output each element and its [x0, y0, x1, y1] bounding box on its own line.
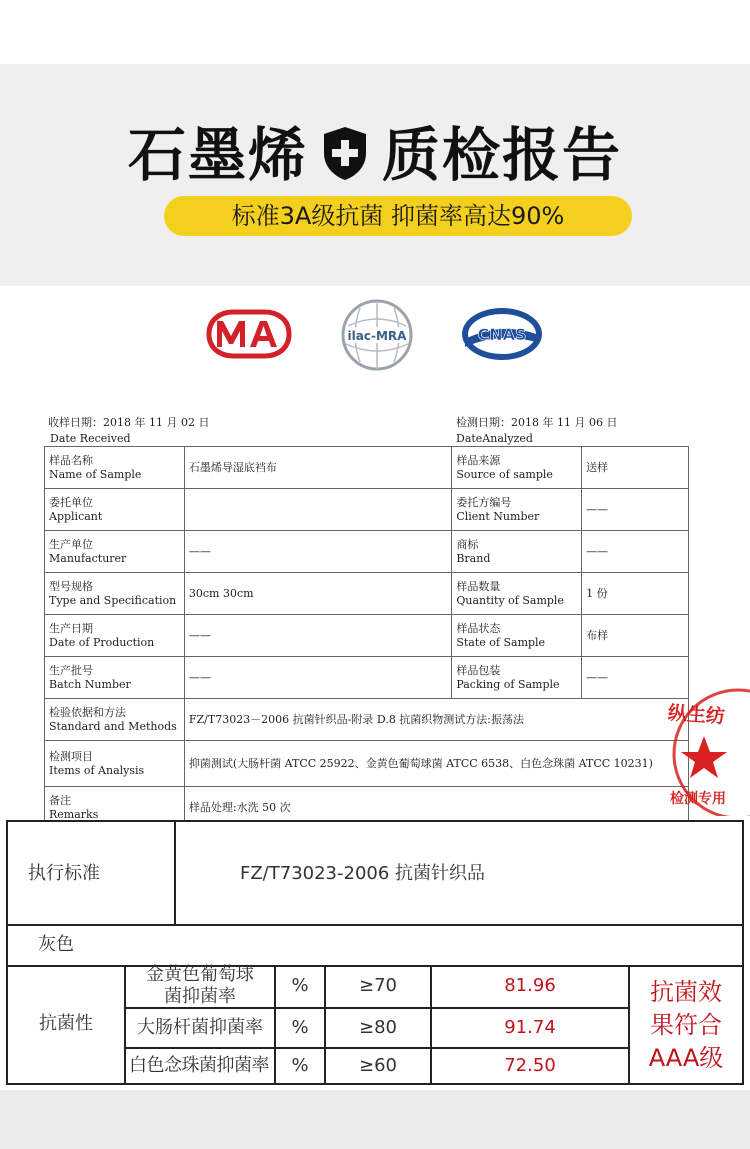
- table-row: [45, 447, 689, 489]
- divider: [174, 822, 176, 924]
- row-unit: %: [291, 1055, 309, 1076]
- label-en: Items of Analysis: [49, 763, 145, 777]
- label-cn: 生产单位: [49, 537, 93, 551]
- label-cn: 样品数量: [456, 579, 501, 593]
- row-name: 大肠杆菌抑菌率: [137, 1017, 263, 1038]
- date-received-en: Date Received: [50, 432, 131, 445]
- scanned-report: [44, 410, 704, 822]
- date-analyzed-en: DateAnalyzed: [456, 432, 533, 445]
- remarks-value: 样品处理:水洗 50 次: [184, 787, 688, 829]
- value: 30cm 30cm: [184, 573, 451, 615]
- cnas-logo: [459, 305, 545, 363]
- row-requirement: ≥80: [359, 1017, 397, 1038]
- label-en: State of Sample: [456, 635, 546, 649]
- svg-text:CNAS: CNAS: [477, 325, 527, 344]
- standard-value: FZ/T73023-2006 抗菌针织品: [240, 863, 486, 884]
- ilac-mra-logo: [340, 298, 414, 372]
- label-cn: 生产批号: [49, 663, 93, 677]
- label-en: Packing of Sample: [456, 677, 560, 691]
- label-cn: 样品来源: [456, 453, 501, 467]
- cma-logo: [203, 309, 295, 359]
- label-cn: 样品状态: [456, 621, 501, 635]
- label-en: Brand: [456, 551, 491, 565]
- inspection-stamp: [664, 686, 750, 816]
- row-result: 72.50: [504, 1055, 556, 1076]
- value: ——: [184, 531, 451, 573]
- value: 布样: [582, 615, 689, 657]
- label-cn: 委托单位: [49, 495, 93, 509]
- table-row: [45, 615, 689, 657]
- label-cn: 生产日期: [49, 621, 93, 635]
- label-cn: 样品包装: [456, 663, 501, 677]
- footer-band: [0, 1090, 750, 1149]
- title-left: 石墨烯: [127, 121, 308, 189]
- label-en: Client Number: [456, 509, 540, 523]
- value: ——: [184, 657, 451, 699]
- value: ——: [582, 489, 689, 531]
- standard-label: 执行标准: [28, 863, 100, 884]
- subtitle-badge: 标准3A级抗菌 抑菌率高达90%: [164, 196, 632, 236]
- table-row: [45, 573, 689, 615]
- label-en: Applicant: [49, 509, 103, 523]
- label-cn: 委托方编号: [456, 495, 512, 509]
- results-table: [6, 820, 744, 1085]
- value: ——: [582, 531, 689, 573]
- report-table: [44, 446, 689, 829]
- category-label: 抗菌性: [39, 1013, 93, 1034]
- value: 1 份: [582, 573, 689, 615]
- svg-text:ilac-MRA: ilac-MRA: [347, 329, 407, 343]
- label-en: Remarks: [49, 807, 99, 821]
- conclusion-line3: AAA级: [648, 1043, 724, 1072]
- stamp-top-text: 纵生纺: [667, 702, 726, 728]
- label-en: Name of Sample: [49, 467, 142, 481]
- value: 石墨烯导湿底裆布: [184, 447, 451, 489]
- row-unit: %: [291, 975, 309, 996]
- date-received-cn: 收样日期：2018 年 11 月 02 日: [48, 416, 210, 429]
- page-title: [0, 108, 750, 195]
- table-row: [45, 531, 689, 573]
- label-cn: 检测项目: [49, 749, 93, 763]
- conclusion: [630, 967, 742, 1083]
- conclusion-line1: 抗菌效: [650, 977, 722, 1006]
- color-label: 灰色: [38, 934, 74, 955]
- divider: [8, 924, 742, 926]
- label-en: Standard and Methods: [49, 719, 177, 733]
- top-margin: [0, 0, 750, 64]
- label-cn: 备注: [49, 793, 71, 807]
- table-row: [45, 699, 689, 741]
- table-row: [45, 657, 689, 699]
- value: ——: [184, 615, 451, 657]
- label-en: Date of Production: [49, 635, 155, 649]
- label-en: Manufacturer: [49, 551, 127, 565]
- value: [184, 489, 451, 531]
- table-row: [45, 489, 689, 531]
- label-cn: 商标: [456, 537, 479, 551]
- row-result: 91.74: [504, 1017, 556, 1038]
- row-unit: %: [291, 1017, 309, 1038]
- conclusion-line2: 果符合: [650, 1010, 722, 1039]
- table-row: [45, 741, 689, 787]
- label-cn: 样品名称: [49, 453, 93, 467]
- row-name-line2: 菌抑菌率: [164, 986, 236, 1007]
- standard-value: FZ/T73023－2006 抗菌针织品-附录 D.8 抗菌织物测试方法:振荡法: [184, 699, 688, 741]
- row-result: 81.96: [504, 975, 556, 996]
- row-name-line1: 金黄色葡萄球: [146, 964, 254, 985]
- value: ——: [582, 657, 689, 699]
- label-cn: 型号规格: [49, 579, 93, 593]
- items-value: 抑菌测试(大肠杆菌 ATCC 25922、金黄色葡萄球菌 ATCC 6538、白色念珠菌 ATCC 10231): [184, 741, 688, 787]
- label-en: Batch Number: [49, 677, 131, 691]
- title-right: 质检报告: [382, 121, 623, 189]
- label-en: Quantity of Sample: [456, 593, 564, 607]
- row-name: 白色念珠菌抑菌率: [129, 1055, 269, 1076]
- row-requirement: ≥60: [359, 1055, 397, 1076]
- label-cn: 检验依据和方法: [49, 705, 126, 719]
- stamp-bottom-text: 检测专用: [670, 791, 726, 807]
- shield-plus-icon: [320, 125, 370, 195]
- label-en: Type and Specification: [49, 593, 177, 607]
- value: 送样: [582, 447, 689, 489]
- label-en: Source of sample: [456, 467, 553, 481]
- date-analyzed-cn: 检测日期：2018 年 11 月 06 日: [456, 416, 618, 429]
- row-requirement: ≥70: [359, 975, 397, 996]
- row-name: [126, 965, 274, 1007]
